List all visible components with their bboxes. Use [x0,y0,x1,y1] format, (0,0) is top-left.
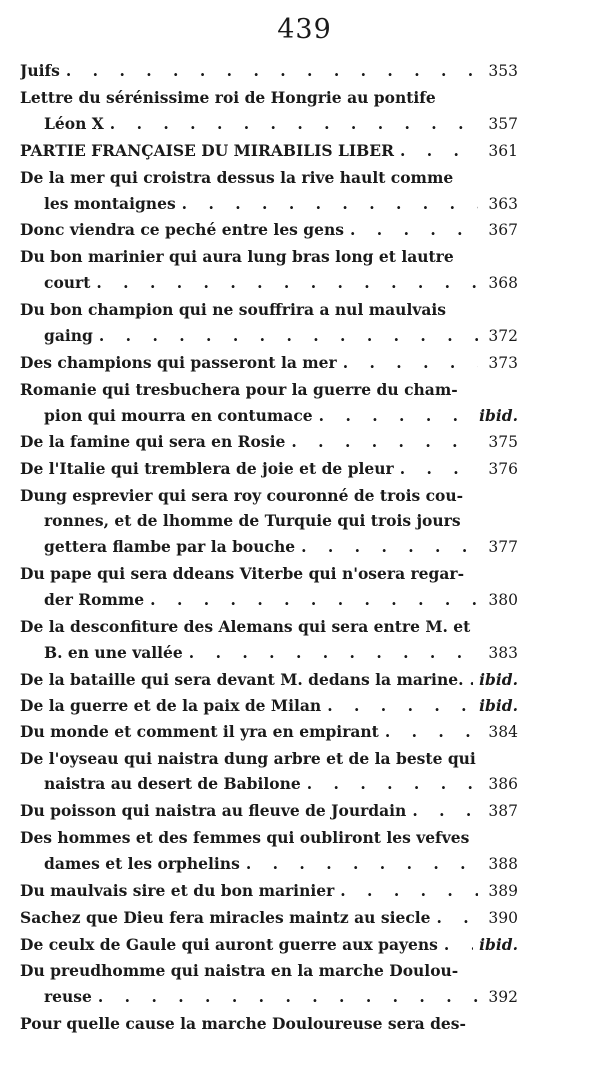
toc-entry-continuation [20,771,518,798]
toc-entry [20,244,518,297]
toc-entry-text: pion qui mourra en contumace [44,405,313,425]
toc-entry-text: naistra au desert de Babilone [44,774,301,794]
toc-entry-line [20,483,518,509]
toc-page-number: 368 [488,274,518,293]
toc-entry-text: B. en une vallée [44,642,183,662]
toc-page-number: 388 [488,855,518,874]
toc-entry [20,798,518,825]
toc-page-number: 363 [488,194,518,213]
toc-entry-line [20,244,518,270]
toc-entry [20,483,518,562]
dot-leader [327,693,473,719]
toc-entry-continuation [20,534,518,561]
toc-entry [20,165,518,218]
toc-entry-text: Du maulvais sire et du bon marinier [20,881,335,901]
dot-leader [385,719,478,745]
toc-page-number: ibid. [479,695,518,715]
toc-entry-text: Lettre du sérénissime roi de Hongrie au pontife [20,87,436,107]
toc-entry-text: Du preudhomme qui naistra en la marche Doulou- [20,960,459,980]
toc-page-number: 373 [488,353,518,372]
toc-entry-text: Du monde et comment il yra en empirant [20,721,379,741]
toc-page-number: 384 [488,722,518,741]
toc-entry-text: reuse [44,986,92,1006]
toc-entry-line [20,217,518,244]
toc-entry-text: De l'oyseau qui naistra dung arbre et de la beste qui [20,748,476,768]
toc-entry-text: court [44,273,91,293]
toc-entry-text: dames et les orphelins [44,854,240,874]
toc-entry [20,958,518,1011]
toc-entry-line [20,932,518,958]
toc-entry [20,693,518,719]
dot-leader [110,111,478,137]
toc-entry-text: Léon X [44,113,104,133]
toc-entry-line [20,350,518,377]
toc-entry-text: Donc viendra ce peché entre les gens [20,220,344,240]
toc-entry [20,614,518,667]
dot-leader [66,58,478,84]
toc-entry-continuation [20,508,518,534]
toc-entry-text: Du poisson qui naistra au fleuve de Jourdain [20,801,407,821]
toc-entry-line [20,825,518,851]
toc-entry [20,138,518,165]
toc-entry-text: Du bon marinier qui aura lung bras long et lautre [20,247,454,267]
dot-leader [99,323,478,349]
toc-entry-text: De l'Italie qui tremblera de joie et de pleur [20,458,394,478]
toc-entry [20,932,518,958]
toc-page-number: 392 [488,987,518,1006]
toc-entry-text: Dung esprevier qui sera roy couronné de trois cou- [20,485,464,505]
toc-page-number: ibid. [479,934,518,954]
toc-entry-text: Des champions qui passeront la mer [20,352,337,372]
dot-leader [291,429,478,455]
toc-entry-text: Du bon champion qui ne souffrira a nul maulvais [20,300,446,320]
dot-leader [340,878,478,904]
toc-entry-continuation [20,111,518,138]
toc-entry [20,825,518,878]
toc-entry-text: De la desconfiture des Alemans qui sera entre M. et [20,617,471,637]
toc-entry-text: der Romme [44,590,145,610]
toc-entry-line [20,58,518,85]
dot-leader [319,403,473,429]
toc-page-number: 380 [488,591,518,610]
toc-entry-text: les montaignes [44,193,176,213]
toc-entry-text: PARTIE FRANÇAISE DU MIRABILIS LIBER [20,140,394,160]
toc-page-number: 357 [488,114,518,133]
dot-leader [444,932,473,958]
toc-entry [20,667,518,693]
dot-leader [96,270,478,296]
toc-entry-line [20,297,518,323]
toc-entry-continuation [20,191,518,218]
toc-entry [20,85,518,138]
toc-page-number: 383 [488,643,518,662]
toc-entry [20,429,518,456]
dot-leader [343,350,478,376]
toc-entry-continuation [20,851,518,878]
dot-leader [246,851,478,877]
dot-leader [437,905,478,931]
toc-entry [20,58,518,85]
toc-page-number: 387 [488,802,518,821]
toc-entry [20,905,518,932]
toc-entry-text: De ceulx de Gaule qui auront guerre aux payens [20,934,438,954]
toc-entry [20,377,518,429]
toc-entry-line [20,798,518,825]
toc-entry-text: gaing [44,326,93,346]
toc-entry-line [20,377,518,403]
toc-entry-continuation [20,403,518,429]
toc-entry-text: De la guerre et de la paix de Milan [20,695,322,715]
toc-entry-continuation [20,587,518,614]
toc-entry-text: De la mer qui croistra dessus la rive hault comme [20,167,454,187]
toc-entry-line [20,958,518,984]
toc-page-number: 375 [488,432,518,451]
toc-page-number: 386 [488,775,518,794]
toc-entry [20,297,518,350]
toc-page-number: 389 [488,882,518,901]
toc-entry-line [20,456,518,483]
toc-entry-text: ronnes, et de lhomme de Turquie qui trois jours [44,511,461,531]
dot-leader [150,587,478,613]
toc-page-number: 372 [488,327,518,346]
toc-page-number: 353 [488,62,518,80]
toc-entry-line [20,561,518,587]
toc-page-number: 376 [488,459,518,478]
toc-entry-text: Du pape qui sera ddeans Viterbe qui n'osera regar- [20,564,465,584]
table-of-contents [20,58,518,1037]
toc-entry-line [20,614,518,640]
toc-entry-line [20,165,518,191]
dot-leader [350,217,478,243]
toc-entry [20,1011,518,1037]
toc-entry [20,561,518,614]
toc-page-number: ibid. [479,405,518,425]
dot-leader [400,456,478,482]
toc-page-number: 361 [488,141,518,160]
toc-entry [20,878,518,905]
dot-leader [98,984,478,1010]
toc-entry-continuation [20,323,518,350]
dot-leader [400,138,478,164]
toc-page-number: 390 [488,909,518,927]
toc-entry [20,217,518,244]
toc-entry-text: Des hommes et des femmes qui oubliront les vefves [20,828,470,848]
toc-page-number: ibid. [479,669,518,689]
toc-entry-text: Romanie qui tresbuchera pour la guerre du cham- [20,379,458,399]
toc-entry-text: Sachez que Dieu fera miracles maintz au siecle [20,908,431,927]
toc-entry-text: Juifs [20,61,60,80]
toc-entry-text: De la bataille qui sera devant M. dedans la marine. [20,669,464,689]
toc-entry-continuation [20,270,518,297]
toc-entry-line [20,138,518,165]
toc-entry-line [20,693,518,719]
toc-entry-line [20,878,518,905]
dot-leader [412,798,478,824]
toc-entry-line [20,1011,518,1037]
toc-entry [20,456,518,483]
toc-page-number: 377 [488,538,518,557]
toc-entry-line [20,719,518,746]
toc-entry [20,350,518,377]
toc-entry-line [20,85,518,111]
toc-entry [20,746,518,799]
dot-leader [307,771,478,797]
toc-entry-text: De la famine qui sera en Rosie [20,431,286,451]
toc-entry-line [20,667,518,693]
dot-leader [189,640,478,666]
dot-leader [182,191,478,217]
page-number: 439 [277,14,332,45]
dot-leader [301,534,478,560]
toc-page-number: 367 [488,221,518,240]
toc-entry-text: gettera flambe par la bouche [44,537,296,557]
toc-entry [20,719,518,746]
toc-entry-line [20,746,518,772]
toc-entry-continuation [20,984,518,1011]
toc-entry-continuation [20,640,518,667]
dot-leader [469,667,473,693]
toc-entry-line [20,429,518,456]
toc-entry-text: Pour quelle cause la marche Douloureuse sera des- [20,1013,466,1033]
toc-entry-line [20,905,518,932]
